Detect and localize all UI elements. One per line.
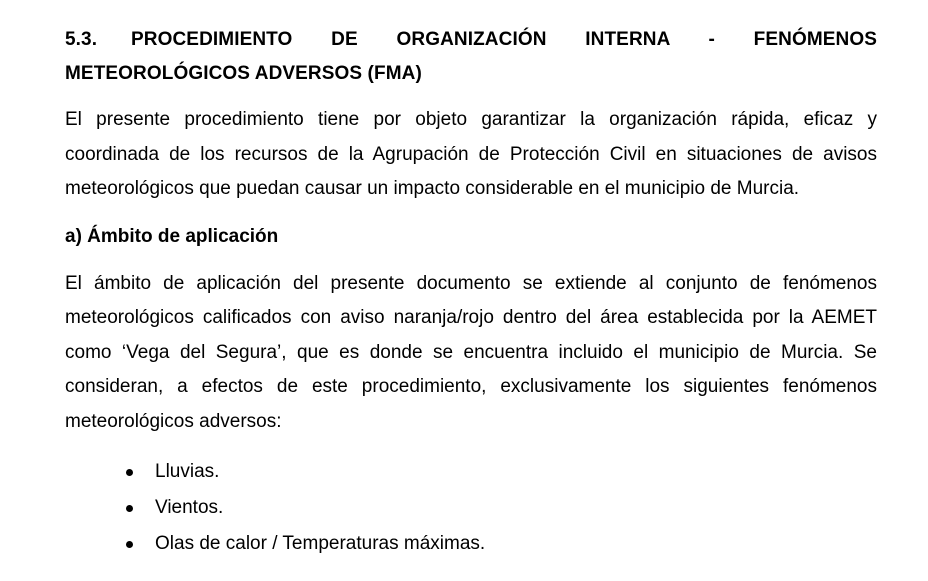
section-title: PROCEDIMIENTO DE ORGANIZACIÓN INTERNA - FENÓMENOS METEOROLÓGICOS ADVERSOS (FMA) xyxy=(65,29,877,84)
list-item-text: Olas de calor / Temperaturas máximas. xyxy=(155,533,486,554)
intro-paragraph: El presente procedimiento tiene por objeto garantizar la organización rápida, eficaz y coordinada de los recursos de la Agrupación de Protección Civil en situaciones de avisos meteorológicos que puedan causar un impacto considerable en el municipio de Murcia. xyxy=(65,109,877,199)
bullet-icon xyxy=(126,541,133,548)
list-item-text: Lluvias. xyxy=(155,461,220,482)
list-item-text: Vientos. xyxy=(155,497,224,518)
bullet-icon xyxy=(126,469,133,476)
section-number: 5.3. xyxy=(65,29,98,50)
list-item xyxy=(125,454,877,490)
subsection-heading: a) Ámbito de aplicación xyxy=(65,225,279,247)
phenomena-list xyxy=(65,454,877,562)
section-heading xyxy=(65,23,877,91)
scope-paragraph: El ámbito de aplicación del presente documento se extiende al conjunto de fenómenos meteorológicos calificados con aviso naranja/rojo dentro del área establecida por la AEMET como ‘Vega del Segura’, que es donde se encuentra incluido el municipio de Murcia. Se consideran, a efectos de este procedimiento, exclusivamente los siguientes fenómenos meteorológicos adversos: xyxy=(65,272,877,432)
bullet-icon xyxy=(126,505,133,512)
list-item xyxy=(125,526,877,562)
list-item xyxy=(125,490,877,526)
